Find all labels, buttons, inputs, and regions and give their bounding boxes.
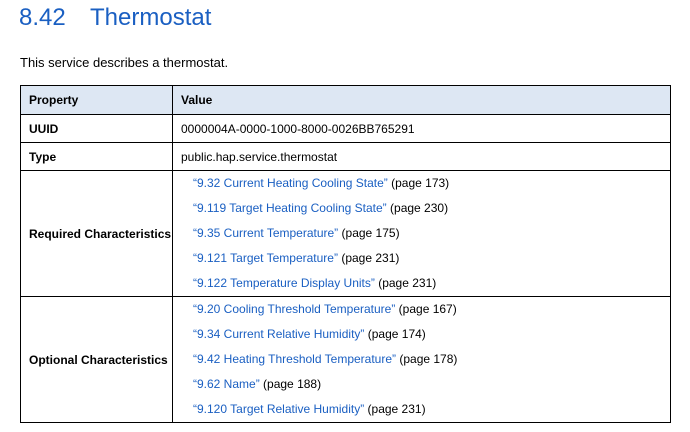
section-heading — [19, 2, 211, 34]
table-header-row — [21, 86, 671, 115]
characteristic-link[interactable]: “9.35 Current Temperature” — [193, 226, 339, 240]
characteristic-link[interactable]: “9.34 Current Relative Humidity” — [193, 327, 365, 341]
list-item — [193, 397, 670, 422]
characteristic-link[interactable]: “9.20 Cooling Threshold Temperature” — [193, 302, 396, 316]
row-property: Type — [21, 143, 173, 171]
row-property: Required Characteristics — [21, 171, 173, 297]
list-item — [193, 221, 670, 246]
page-reference: (page 175) — [338, 226, 400, 240]
page-reference: (page 178) — [396, 352, 458, 366]
characteristic-link[interactable]: “9.32 Current Heating Cooling State” — [193, 176, 388, 190]
page-reference: (page 167) — [395, 302, 457, 316]
section-number: 8.42 — [19, 4, 66, 31]
row-property: Optional Characteristics — [21, 297, 173, 423]
list-item — [193, 347, 670, 372]
characteristic-link[interactable]: “9.119 Target Heating Cooling State” — [193, 201, 387, 215]
column-header-value: Value — [173, 86, 671, 115]
table-row — [21, 115, 671, 143]
characteristic-link[interactable]: “9.120 Target Relative Humidity” — [193, 402, 365, 416]
list-item — [193, 196, 670, 221]
page-reference: (page 188) — [259, 377, 322, 391]
list-item — [193, 271, 670, 296]
required-characteristics-list — [181, 171, 670, 296]
row-value — [173, 297, 671, 423]
list-item — [193, 171, 670, 196]
column-header-property: Property — [21, 86, 173, 115]
row-property: UUID — [21, 115, 173, 143]
intro-text: This service describes a thermostat. — [20, 55, 229, 70]
page-reference: (page 174) — [364, 327, 426, 341]
list-item — [193, 297, 670, 322]
section-title: Thermostat — [90, 4, 212, 31]
row-value: 0000004A-0000-1000-8000-0026BB765291 — [173, 115, 671, 143]
page-reference: (page 231) — [374, 276, 437, 290]
page-reference: (page 173) — [387, 176, 450, 190]
page-reference: (page 230) — [386, 201, 449, 215]
row-value: public.hap.service.thermostat — [173, 143, 671, 171]
list-item — [193, 246, 670, 271]
characteristic-link[interactable]: “9.62 Name” — [193, 377, 260, 391]
table-row — [21, 171, 671, 297]
optional-characteristics-list — [181, 297, 670, 422]
list-item — [193, 322, 670, 347]
characteristic-link[interactable]: “9.122 Temperature Display Units” — [193, 276, 375, 290]
characteristic-link[interactable]: “9.42 Heating Threshold Temperature” — [193, 352, 397, 366]
table-row — [21, 297, 671, 423]
page-reference: (page 231) — [364, 402, 426, 416]
characteristic-link[interactable]: “9.121 Target Temperature” — [193, 251, 338, 265]
page-reference: (page 231) — [337, 251, 400, 265]
table-row — [21, 143, 671, 171]
row-value — [173, 171, 671, 297]
thermostat-spec-table — [20, 85, 671, 423]
list-item — [193, 372, 670, 397]
